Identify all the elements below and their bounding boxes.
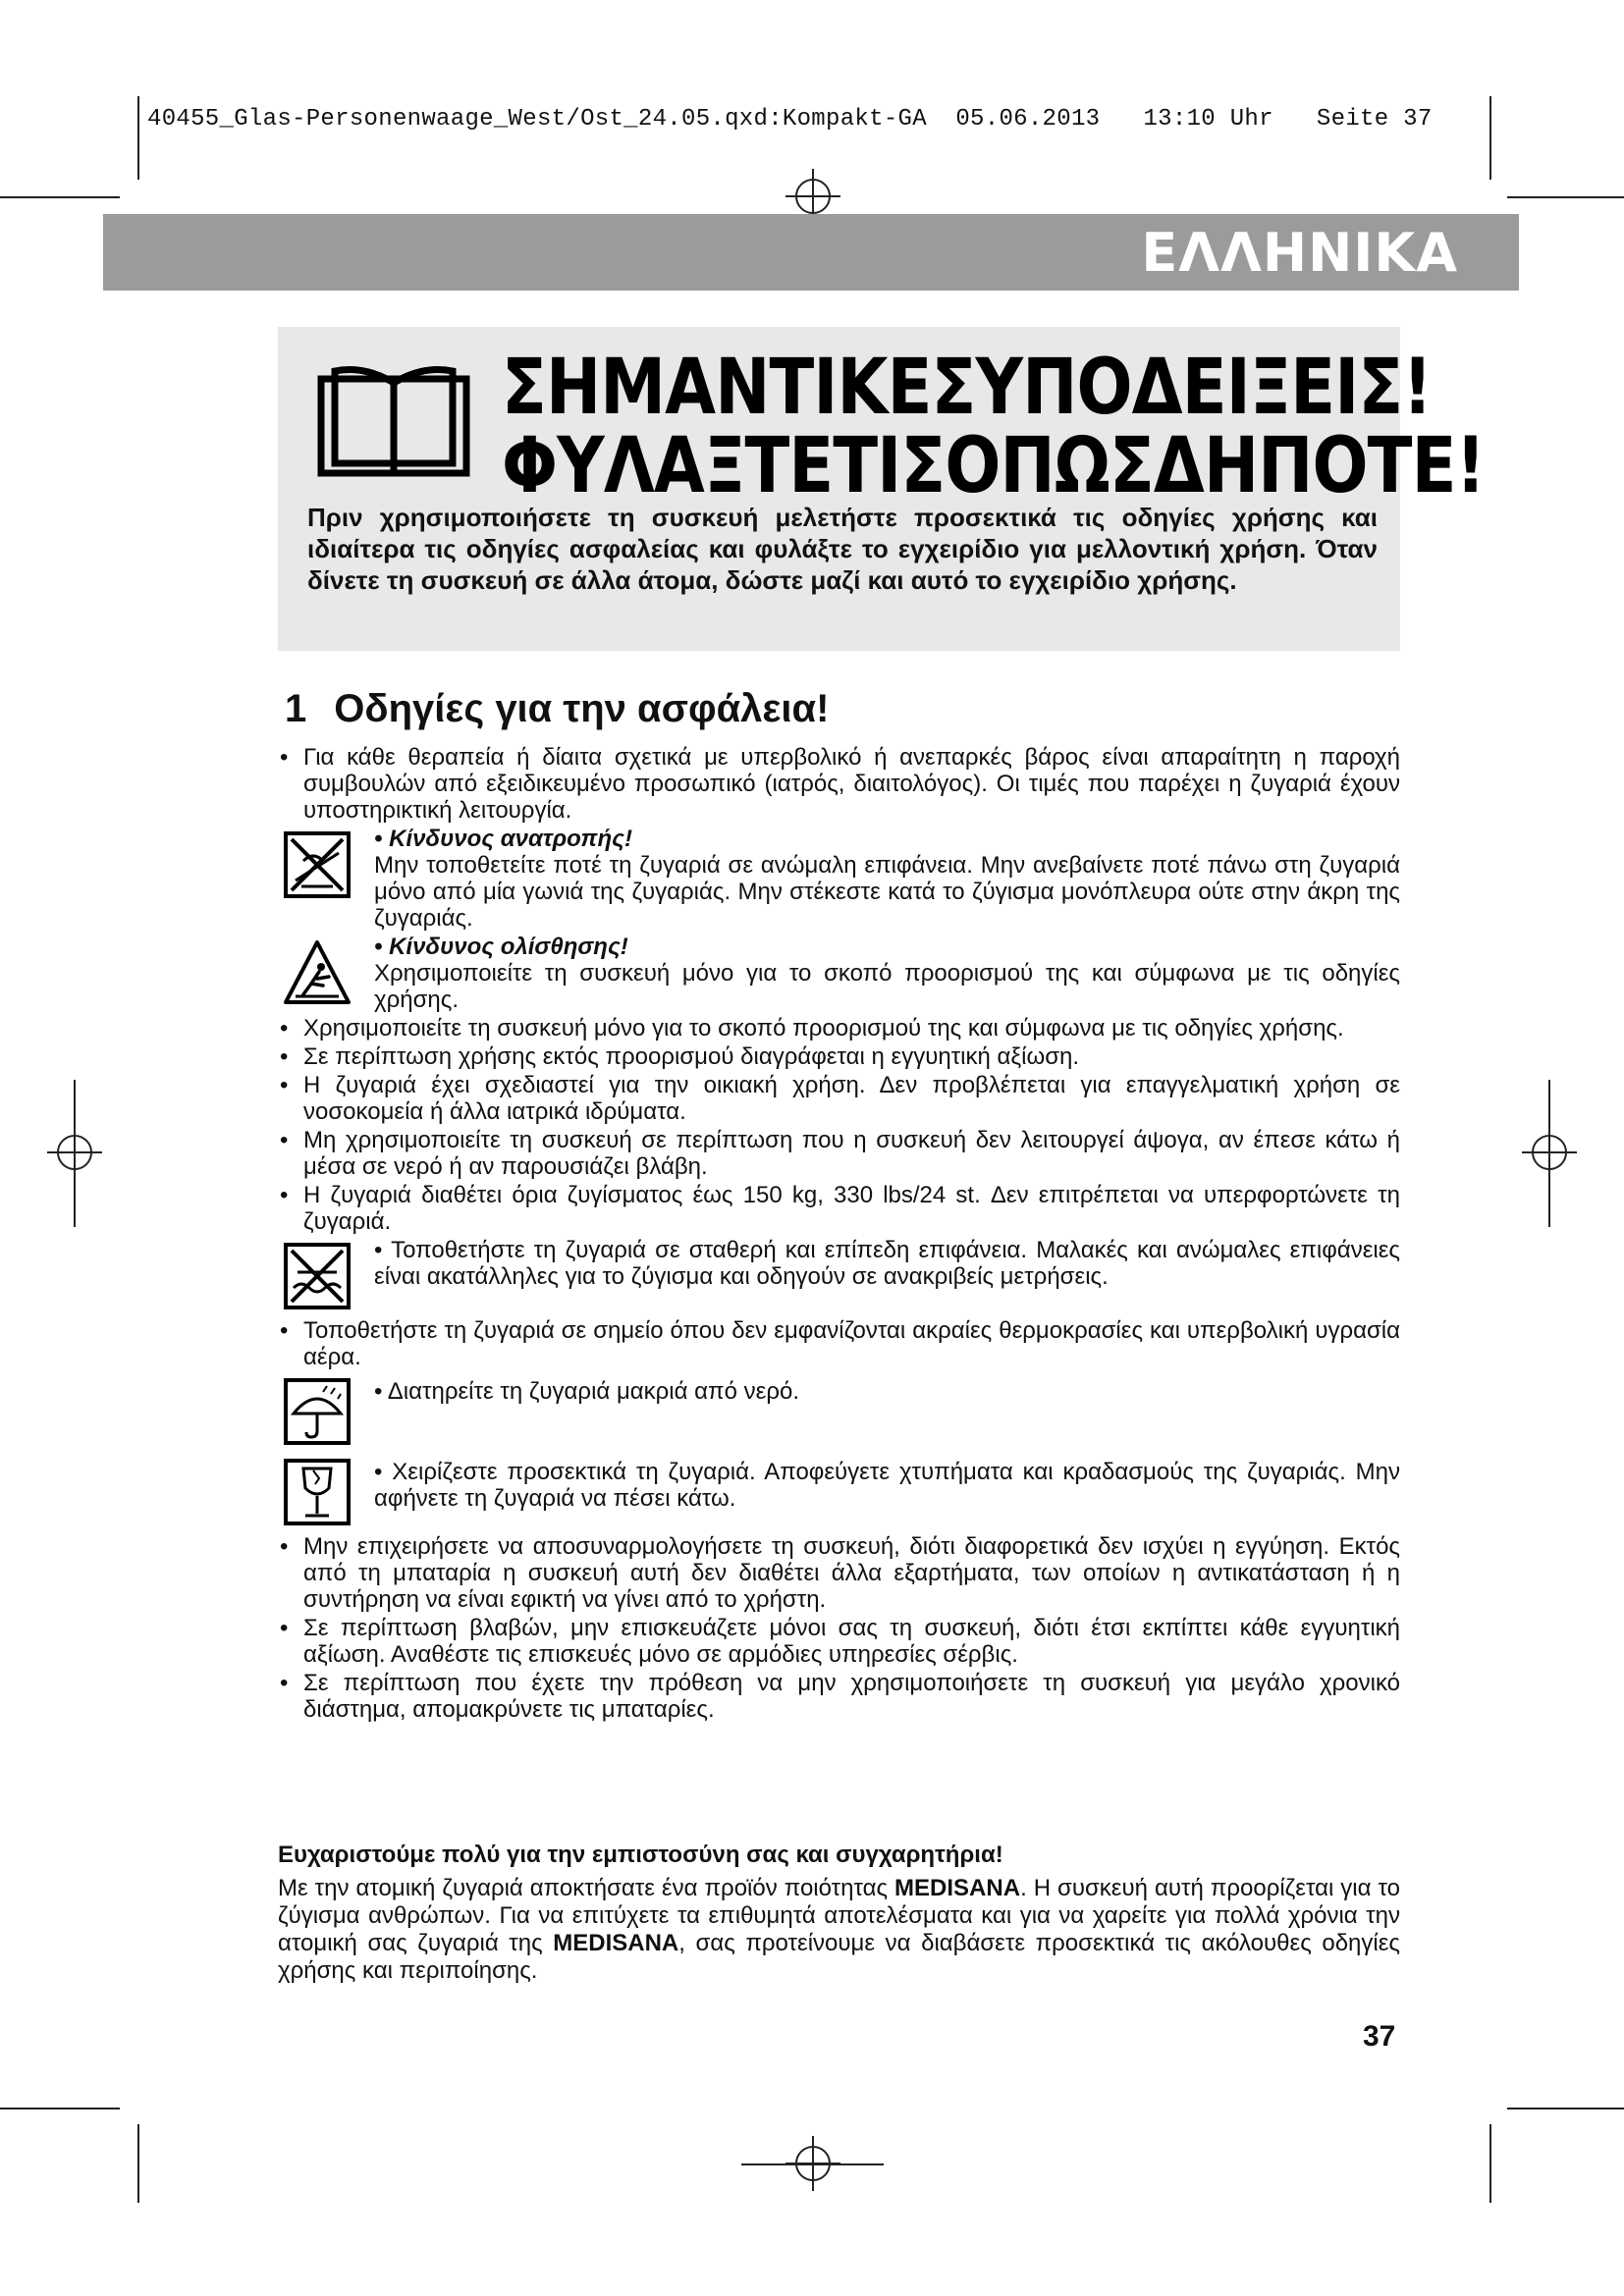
thanks-text-3: , σας προτείνουμε να διαβάσετε προσεκτικά τις ακόλουθες οδηγίες χρήσης και περιποίησης. bbox=[278, 1930, 1400, 1984]
list-item: • Η ζυγαριά διαθέτει όρια ζυγίσματος έως 150 kg, 330 lbs/24 st. Δεν επιτρέπεται να υπερφορτώνετε τη ζυγαριά. bbox=[278, 1182, 1400, 1235]
language-banner bbox=[103, 214, 1519, 291]
file-time: 13:10 Uhr bbox=[1143, 106, 1273, 133]
keep-dry-text: • Διατηρείτε τη ζυγαριά μακριά από νερό. bbox=[374, 1378, 1400, 1405]
thanks-text-1: Με την ατομική ζυγαριά αποκτήσατε ένα προϊόν ποιότητας bbox=[278, 1875, 895, 1901]
slip-warning bbox=[278, 934, 1400, 1013]
tip-over-text: Μην τοποθετείτε ποτέ τη ζυγαριά σε ανώμαλη επιφάνεια. Μην ανεβαίνετε ποτέ πάνω στη ζυγαριά μόνο από μία γωνιά της ζυγαριάς. Μην στέκεστε κατά το ζύγισμα μονόπλευρα ούτε στην άκρη της ζυγαριάς. bbox=[374, 852, 1400, 932]
print-file-header bbox=[147, 106, 1488, 133]
crop-mark bbox=[74, 1080, 76, 1227]
file-page: Seite 37 bbox=[1316, 106, 1433, 133]
section-number: 1 bbox=[285, 687, 307, 730]
slip-text: Χρησιμοποιείτε τη συσκευή μόνο για το σκοπό προορισμού της και σύμφωνα με τις οδηγίες χρήσης. bbox=[374, 960, 1400, 1013]
crop-mark bbox=[1548, 1080, 1550, 1227]
fragile-glass-icon bbox=[284, 1459, 351, 1525]
section-title: Οδηγίες για την ασφάλεια! bbox=[334, 687, 830, 730]
crop-mark bbox=[137, 2124, 139, 2203]
thanks-title: Ευχαριστούμε πολύ για την εμπιστοσύνη σας και συγχαρητήρια! bbox=[278, 1842, 1003, 1868]
slip-warning-icon bbox=[284, 939, 351, 1006]
important-notice-box bbox=[278, 327, 1486, 651]
crop-mark bbox=[1507, 196, 1624, 198]
no-tilt-icon bbox=[284, 831, 351, 898]
list-item: • Χρησιμοποιείτε τη συσκευή μόνο για το σκοπό προορισμού της και σύμφωνα με τις οδηγίες χρήσης. bbox=[278, 1015, 1400, 1041]
list-item: • Για κάθε θεραπεία ή δίαιτα σχετικά με υπερβολικό ή ανεπαρκές βάρος είναι απαραίτητη η παροχή συμβουλών από εξειδικευμένο προσωπικό (ιατρός, διαιτολόγος). Οι τιμές που παρέχει η ζυγαριά έχουν υποστηρικτική λειτουργία. bbox=[278, 744, 1400, 824]
notice-headline bbox=[502, 344, 1486, 510]
slip-title: • Κίνδυνος ολίσθησης! bbox=[374, 934, 1400, 960]
list-item: • Σε περίπτωση που έχετε την πρόθεση να μην χρησιμοποιήσετε τη συσκευή για μεγάλο χρονικό διάστημα, απομακρύνετε τις μπαταρίες. bbox=[278, 1670, 1400, 1723]
tip-over-title: • Κίνδυνος ανατροπής! bbox=[374, 826, 1400, 852]
headline-line-2: ΦΥΛΑΞΤΕΤΙΣΟΠΩΣΔΗΠΟΤΕ! bbox=[502, 422, 1486, 510]
file-name: 40455_Glas-Personenwaage_West/Ost_24.05.qxd:Kompakt-GA bbox=[147, 106, 927, 133]
fragile-text: • Χειρίζεστε προσεκτικά τη ζυγαριά. Αποφεύγετε χτυπήματα και κραδασμούς της ζυγαριάς. Μην αφήνετε τη ζυγαριά να πέσει κάτω. bbox=[374, 1459, 1400, 1512]
notice-intro: Πριν χρησιμοποιήσετε τη συσκευή μελετήστε προσεκτικά τις οδηγίες χρήσης και ιδιαίτερα τις οδηγίες ασφαλείας και φυλάξτε το εγχειρίδιο για μελλοντική χρήση. Όταν δίνετε τη συσκευή σε άλλα άτομα, δώστε μαζί και αυτό το εγχειρίδιο χρήσης. bbox=[307, 503, 1378, 595]
crop-mark bbox=[741, 2163, 884, 2165]
list-item: • Η ζυγαριά έχει σχεδιαστεί για την οικιακή χρήση. Δεν προβλέπεται για επαγγελματική χρήση σε νοσοκομεία ή άλλα ιατρικά ιδρύματα. bbox=[278, 1072, 1400, 1125]
list-item: • Σε περίπτωση βλαβών, μην επισκευάζετε μόνοι σας τη συσκευή, διότι έτσι εκπίπτει κάθε εγγυητική αξίωση. Αναθέστε τις επισκευές μόνο σε αρμόδιες υπηρεσίες σέρβις. bbox=[278, 1615, 1400, 1668]
book-icon bbox=[315, 361, 472, 479]
fragile-note bbox=[278, 1453, 1400, 1531]
list-item: • Τοποθετήστε τη ζυγαριά σε σημείο όπου δεν εμφανίζονται ακραίες θερμοκρασίες και υπερβολική υγρασία αέρα. bbox=[278, 1317, 1400, 1370]
keep-dry-note bbox=[278, 1372, 1400, 1451]
language-label: ΕΛΛΗΝΙΚΑ bbox=[1141, 222, 1458, 284]
crop-mark bbox=[1489, 2124, 1491, 2203]
umbrella-icon bbox=[284, 1378, 351, 1445]
thanks-body bbox=[278, 1875, 1400, 1985]
crop-mark bbox=[0, 196, 120, 198]
section-heading bbox=[285, 687, 829, 731]
tip-over-warning bbox=[278, 826, 1400, 932]
safety-instructions bbox=[278, 744, 1400, 1725]
thanks-section bbox=[278, 1842, 1400, 1985]
brand-name: MEDISANA bbox=[894, 1875, 1021, 1901]
list-item: • Μη χρησιμοποιείτε τη συσκευή σε περίπτωση που η συσκευή δεν λειτουργεί άψογα, αν έπεσε κάτω ή μέσα σε νερό ή αν παρουσιάζει βλάβη. bbox=[278, 1127, 1400, 1180]
brand-name: MEDISANA bbox=[553, 1930, 679, 1956]
crop-mark bbox=[137, 96, 139, 180]
crop-mark bbox=[1507, 2108, 1624, 2109]
list-item: • Σε περίπτωση χρήσης εκτός προορισμού διαγράφεται η εγγυητική αξίωση. bbox=[278, 1043, 1400, 1070]
surface-text: • Τοποθετήστε τη ζυγαριά σε σταθερή και επίπεδη επιφάνεια. Μαλακές και ανώμαλες επιφάνειες είναι ακατάλληλες για το ζύγισμα και οδηγούν σε ανακριβείς μετρήσεις. bbox=[374, 1237, 1400, 1290]
surface-warning bbox=[278, 1237, 1400, 1315]
thanks-text-2: . Η συσκευή αυτή προορίζεται για το ζύγισμα ανθρώπων. Για να επιτύχετε τα επιθυμητά αποτελέσματα και για να χαρείτε για πολλά χρόνια την ατομική σας ζυγαριά της bbox=[278, 1875, 1400, 1956]
page-number: 37 bbox=[1363, 2020, 1396, 2053]
headline-line-1: ΣΗΜΑΝΤΙΚΕΣΥΠΟΔΕΙΞΕΙΣ! bbox=[502, 344, 1433, 432]
no-soft-surface-icon bbox=[284, 1243, 351, 1309]
crop-mark bbox=[1489, 96, 1491, 180]
crop-mark bbox=[0, 2108, 120, 2109]
list-item: • Μην επιχειρήσετε να αποσυναρμολογήσετε τη συσκευή, διότι διαφορετικά δεν ισχύει η εγγύηση. Εκτός από τη μπαταρία η συσκευή αυτή δεν διαθέτει άλλα εξαρτήματα, των οποίων η αντικατάσταση ή η συντήρηση να είναι εφικτή να γίνει από το χρήστη. bbox=[278, 1533, 1400, 1613]
file-date: 05.06.2013 bbox=[955, 106, 1101, 133]
